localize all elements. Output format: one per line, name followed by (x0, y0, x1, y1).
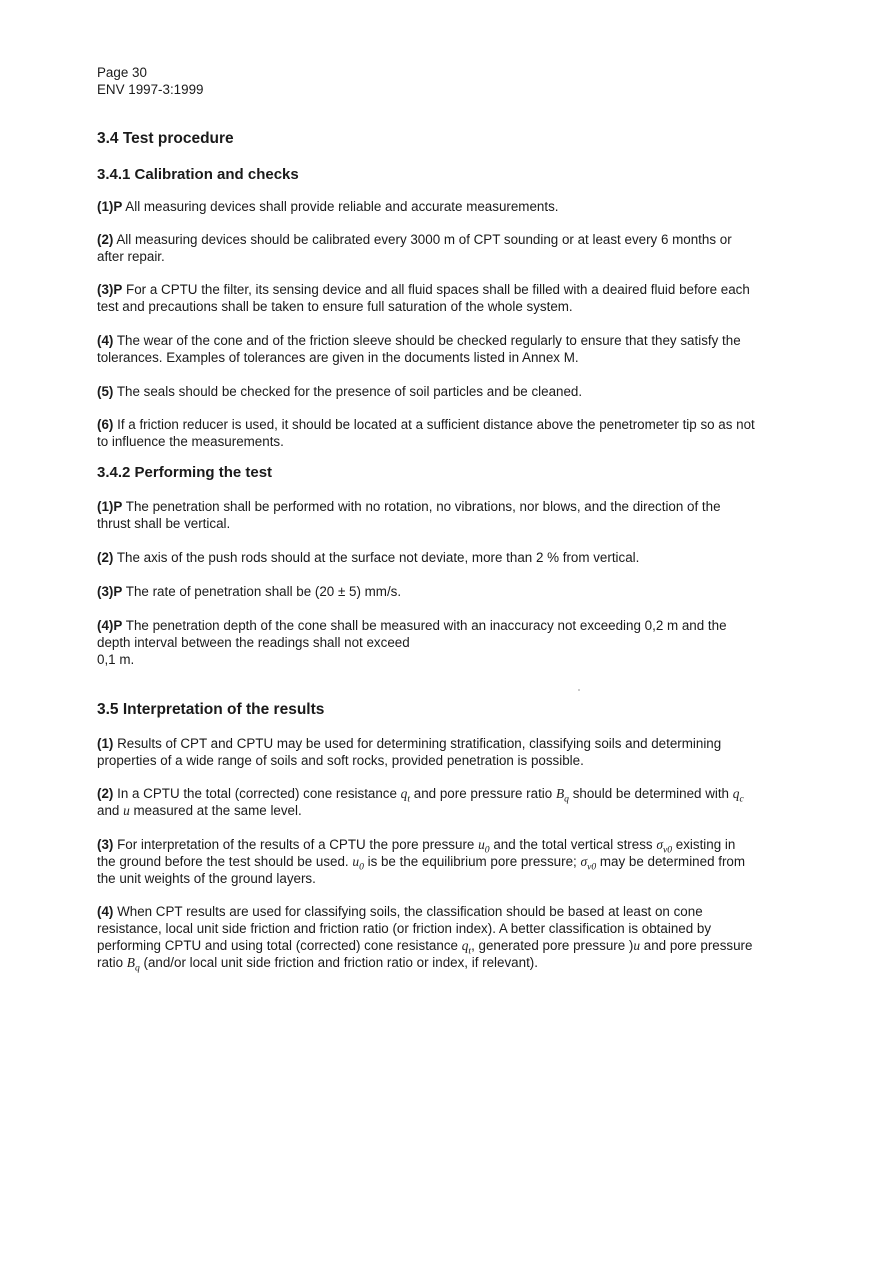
clause-text: All measuring devices should be calibrated every 3000 m of CPT sounding or at least every 6 months or after repair. (97, 232, 732, 264)
clause-text-continuation: 0,1 m. (97, 652, 135, 667)
clause-text: All measuring devices shall provide reliable and accurate measurements. (125, 199, 559, 214)
clause-label: (5) (97, 384, 114, 399)
paragraph-3-5-4 (97, 903, 757, 974)
clause-text: When CPT results are used for classifying soils, the classification should be based at least on cone resistance, local unit side friction and friction ratio (or friction index). A better classification is obtained by performing CPTU and using total (corrected) cone resistance (97, 904, 712, 953)
clause-label: (3) (97, 837, 114, 852)
paragraph-3-4-1-3 (97, 281, 757, 315)
clause-label: (1)P (97, 499, 123, 514)
paragraph-3-4-2-1 (97, 498, 757, 532)
symbol-u0: $u_0$ (352, 854, 364, 873)
symbol-qc: $q_c$ (732, 786, 744, 805)
clause-text: and the total vertical stress (489, 837, 657, 852)
clause-text: (and/or local unit side friction and friction ratio or index, if relevant). (139, 955, 538, 970)
page-header (97, 64, 757, 98)
clause-text: The axis of the push rods should at the surface not deviate, more than 2 % from vertical. (116, 550, 640, 565)
clause-text: The seals should be checked for the presence of soil particles and be cleaned. (116, 384, 583, 399)
symbol-sigma-v0: $\sigma_{v0}$ (580, 854, 597, 873)
clause-label: (1) (97, 736, 114, 751)
clause-text: , generated pore pressure ) (471, 938, 634, 953)
paragraph-3-4-1-2 (97, 231, 757, 265)
clause-label: (6) (97, 417, 114, 432)
symbol-qt: $q_t$ (400, 786, 411, 805)
clause-label: (1)P (97, 199, 123, 214)
clause-text: If a friction reducer is used, it should be located at a sufficient distance above the penetrometer tip so as not to influence the measurements. (97, 417, 755, 449)
scan-speck (578, 689, 580, 691)
clause-text: For interpretation of the results of a CPTU the pore pressure (117, 837, 479, 852)
clause-text: measured at the same level. (129, 803, 302, 818)
clause-text: may be determined from the unit weights of the ground layers. (97, 854, 746, 886)
clause-label: (3)P (97, 282, 123, 297)
symbol-bq: $B_q$ (126, 955, 140, 974)
clause-text: and pore pressure ratio (410, 786, 556, 801)
symbol-bq: $B_q$ (555, 786, 569, 805)
clause-text: and pore pressure ratio (97, 938, 753, 970)
symbol-sigma-v0: $\sigma_{v0}$ (656, 837, 673, 856)
document-code: ENV 1997-3:1999 (97, 82, 204, 97)
clause-text: Results of CPT and CPTU may be used for determining stratification, classifying soils and determining properties of a wide range of soils and soft rocks, provided penetration is possible. (97, 736, 722, 768)
section-3-4-title: 3.4 Test procedure (97, 130, 234, 147)
symbol-u: u (123, 803, 130, 818)
section-3-5-title: 3.5 Interpretation of the results (97, 701, 325, 718)
clause-text: and (97, 803, 124, 818)
clause-text: should be determined with (568, 786, 733, 801)
page-number: Page 30 (97, 65, 147, 80)
paragraph-3-5-2 (97, 785, 757, 819)
symbol-qt: $q_t$ (461, 938, 472, 957)
section-3-4-2-title: 3.4.2 Performing the test (97, 464, 273, 481)
clause-text: For a CPTU the filter, its sensing device and all fluid spaces shall be filled with a deaired fluid before each test and precautions shall be taken to ensure full saturation of the whole system. (97, 282, 750, 314)
clause-text: In a CPTU the total (corrected) cone resistance (117, 786, 401, 801)
clause-label: (4) (97, 904, 114, 919)
symbol-u: u (633, 938, 641, 953)
symbol-u0: $u_0$ (478, 837, 490, 856)
paragraph-3-4-2-3 (97, 583, 757, 600)
clause-label: (3)P (97, 584, 123, 599)
document-page (97, 64, 757, 974)
clause-text: existing in the ground before the test should be used. (97, 837, 736, 869)
paragraph-3-4-2-4 (97, 617, 757, 668)
clause-text: is be the equilibrium pore pressure; (363, 854, 581, 869)
clause-text: The penetration shall be performed with no rotation, no vibrations, nor blows, and the direction of the thrust shall be vertical. (97, 499, 721, 531)
clause-text: The rate of penetration shall be (20 ± 5) mm/s. (125, 584, 402, 599)
paragraph-3-4-1-1 (97, 198, 757, 215)
paragraph-3-4-1-5 (97, 383, 757, 400)
clause-label: (2) (97, 786, 114, 801)
clause-text: The penetration depth of the cone shall be measured with an inaccuracy not exceeding 0,2 m and the depth interval between the readings shall not exceed (97, 618, 727, 650)
clause-label: (4) (97, 333, 114, 348)
clause-label: (2) (97, 550, 114, 565)
paragraph-3-4-1-4 (97, 332, 757, 366)
section-3-4-1-title: 3.4.1 Calibration and checks (97, 166, 299, 183)
paragraph-3-4-2-2 (97, 549, 757, 566)
paragraph-3-4-1-6 (97, 416, 757, 450)
clause-label: (4)P (97, 618, 123, 633)
clause-text: The wear of the cone and of the friction sleeve should be checked regularly to ensure that they satisfy the tolerances. Examples of tolerances are given in the documents listed in Annex M. (97, 333, 741, 365)
clause-label: (2) (97, 232, 114, 247)
paragraph-3-5-1 (97, 735, 757, 769)
paragraph-3-5-3 (97, 836, 757, 887)
